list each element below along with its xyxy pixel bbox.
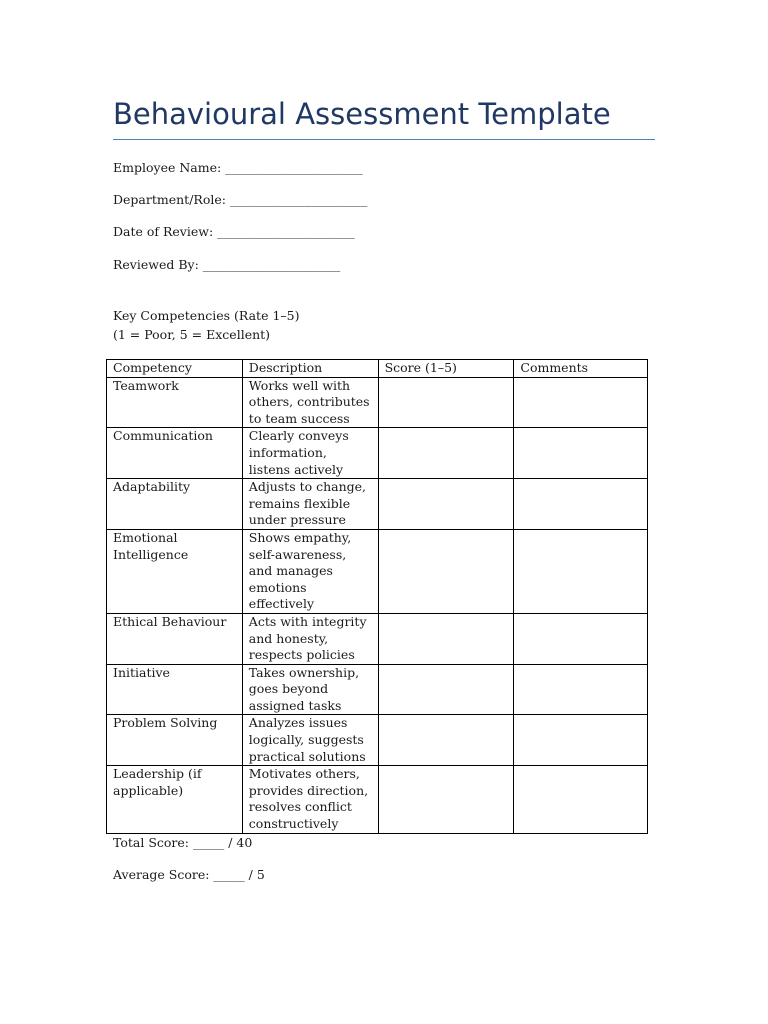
description-cell: Adjusts to change, remains flexible under pressure: [242, 479, 378, 530]
competency-cell: Adaptability: [107, 479, 243, 530]
description-cell: Shows empathy, self-awareness, and manages emotions effectively: [242, 529, 378, 613]
comments-cell[interactable]: [514, 377, 648, 428]
department-role-field[interactable]: Department/Role: ______________________: [113, 192, 368, 207]
comments-cell[interactable]: [514, 766, 648, 833]
comments-cell[interactable]: [514, 529, 648, 613]
score-cell[interactable]: [378, 479, 514, 530]
header-competency: Competency: [107, 360, 243, 378]
table-row: [107, 377, 648, 428]
header-score: Score (1–5): [378, 360, 514, 378]
rating-scale-note: (1 = Poor, 5 = Excellent): [113, 327, 271, 342]
header-description: Description: [242, 360, 378, 378]
reviewed-by-field[interactable]: Reviewed By: ______________________: [113, 257, 341, 272]
table-row: [107, 529, 648, 613]
competencies-heading: Key Competencies (Rate 1–5): [113, 308, 300, 323]
table-row: [107, 766, 648, 833]
competency-cell: Emotional Intelligence: [107, 529, 243, 613]
description-cell: Acts with integrity and honesty, respects policies: [242, 613, 378, 664]
comments-cell[interactable]: [514, 479, 648, 530]
total-score-field[interactable]: Total Score: _____ / 40: [113, 835, 253, 850]
comments-cell[interactable]: [514, 664, 648, 715]
score-cell[interactable]: [378, 715, 514, 766]
competency-cell: Initiative: [107, 664, 243, 715]
title-underline: [113, 139, 655, 140]
score-cell[interactable]: [378, 529, 514, 613]
competency-cell: Leadership (if applicable): [107, 766, 243, 833]
comments-cell[interactable]: [514, 715, 648, 766]
competency-table: [106, 359, 648, 834]
description-cell: Works well with others, contributes to team success: [242, 377, 378, 428]
date-of-review-field[interactable]: Date of Review: ______________________: [113, 224, 355, 239]
header-comments: Comments: [514, 360, 648, 378]
description-cell: Takes ownership, goes beyond assigned tasks: [242, 664, 378, 715]
table-row: [107, 428, 648, 479]
document-title: Behavioural Assessment Template: [113, 97, 611, 131]
average-score-field[interactable]: Average Score: _____ / 5: [113, 867, 265, 882]
comments-cell[interactable]: [514, 613, 648, 664]
score-cell[interactable]: [378, 428, 514, 479]
competency-cell: Teamwork: [107, 377, 243, 428]
score-cell[interactable]: [378, 766, 514, 833]
score-cell[interactable]: [378, 664, 514, 715]
score-cell[interactable]: [378, 613, 514, 664]
table-header-row: [107, 360, 648, 378]
description-cell: Analyzes issues logically, suggests practical solutions: [242, 715, 378, 766]
comments-cell[interactable]: [514, 428, 648, 479]
competency-cell: Communication: [107, 428, 243, 479]
description-cell: Motivates others, provides direction, resolves conflict constructively: [242, 766, 378, 833]
table-row: [107, 664, 648, 715]
table-row: [107, 613, 648, 664]
competency-cell: Ethical Behaviour: [107, 613, 243, 664]
score-cell[interactable]: [378, 377, 514, 428]
employee-name-field[interactable]: Employee Name: ______________________: [113, 160, 363, 175]
table-row: [107, 479, 648, 530]
competency-cell: Problem Solving: [107, 715, 243, 766]
table-row: [107, 715, 648, 766]
description-cell: Clearly conveys information, listens actively: [242, 428, 378, 479]
